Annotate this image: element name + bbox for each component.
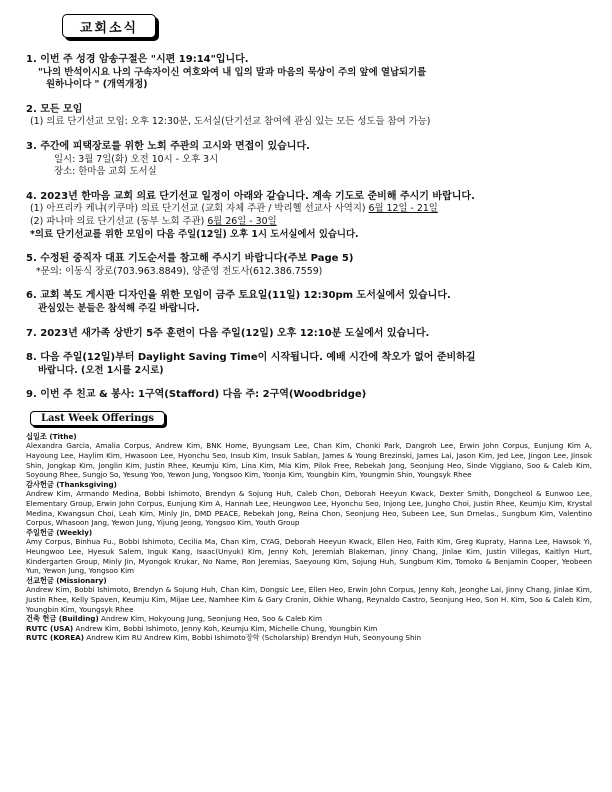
notice-item-5 bbox=[26, 253, 592, 278]
notice-item-7 bbox=[26, 328, 592, 341]
notice-line: 일시: 3월 7일(화) 오전 10시 - 오후 3시 bbox=[54, 153, 219, 165]
offering-category: 주일헌금 (Weekly) bbox=[26, 527, 93, 537]
offering-group-rutc-usa bbox=[26, 624, 592, 634]
notice-date-underlined: 6월 26일 - 30일 bbox=[207, 215, 277, 227]
notice-heading: 4. 2023년 한마음 교회 의료 단기선교 일정이 아래와 같습니다. 계속 기도로 준비해 주시기 바랍니다. bbox=[26, 190, 475, 202]
notice-heading: 3. 주간에 피택장로를 위한 노회 주관의 고시와 면접이 있습니다. bbox=[26, 140, 310, 152]
notice-line: 장소: 한마음 교회 도서실 bbox=[54, 166, 157, 178]
offering-group-rutc-korea bbox=[26, 633, 592, 643]
offerings-title bbox=[30, 411, 165, 426]
offering-names: Andrew Kim, Bobbi Ishimoto, Brendyn & Sojung Huh, Chan Kim, Dongsic Lee, Ellen Heo, Erwin John Corpus, Jenny Koh, Jeonghe Lai, Jinny Chang, Jinlae Kim, Justin Rhee, Kelly Spaven, Keumju Kim, Mijae Lee, Namhee Kim & Gary Cronin, Okhie Whang, Reynaldo Castro, Seonjung Heo, Son H. Kim, Soo & Caleb Kim, Youngbin Kim, Youngsyk Rhee bbox=[26, 585, 592, 614]
offering-category: RUTC (KOREA) bbox=[26, 633, 84, 643]
offering-category: 선교헌금 (Missionary) bbox=[26, 575, 107, 585]
notice-line: 원하나이다 " (개역개정) bbox=[46, 79, 148, 91]
offering-group-tithe bbox=[26, 432, 592, 480]
notice-line bbox=[26, 216, 592, 229]
bulletin-page bbox=[26, 14, 592, 643]
offering-group-building bbox=[26, 614, 592, 624]
notice-heading: 9. 이번 주 친교 & 봉사: 1구역(Stafford) 다음 주: 2구역(Woodbridge) bbox=[26, 389, 367, 401]
notice-date-underlined: 6월 12일 - 21일 bbox=[368, 203, 438, 215]
page-title-text: 교회소식 bbox=[79, 20, 139, 36]
notice-line: 바랍니다. (오전 1시를 2시로) bbox=[38, 364, 164, 376]
notice-line: "나의 반석이시요 나의 구속자이신 여호와여 내 입의 말과 마음의 묵상이 주의 앞에 열납되기를 bbox=[38, 66, 427, 78]
notice-line: *의료 단기선교를 위한 모임이 다음 주일(12일) 오후 1시 도서실에서 있습니다. bbox=[30, 228, 359, 240]
notice-heading: 6. 교회 복도 게시판 디자인을 위한 모임이 금주 토요일(11일) 12:30pm 도서실에서 있습니다. bbox=[26, 290, 451, 302]
notice-line: (1) 의료 단기선교 모임: 오후 12:30분, 도서실(단기선교 참여에 관심 있는 모든 성도들 참여 가능) bbox=[30, 116, 431, 128]
notice-item-9 bbox=[26, 389, 592, 402]
offering-category: RUTC (USA) bbox=[26, 623, 74, 633]
offering-category: 십일조 (Tithe) bbox=[26, 431, 77, 441]
notice-line bbox=[26, 203, 592, 216]
notice-item-4 bbox=[26, 191, 592, 241]
offering-group-missionary bbox=[26, 576, 592, 614]
notice-item-8 bbox=[26, 352, 592, 377]
page-title bbox=[62, 14, 156, 38]
offering-names: Andrew Kim, Armando Medina, Bobbi Ishimoto, Brendyn & Sojung Huh, Caleb Chon, Deborah Heeyun Kwack, Dexter Smith, Dongcheol & Eunwoo Lee, Elementary Group, Erwin John Corpus, Eunjung Kim A, Hannah Lee, Heungwoo Lee, Hyonchu Seo, Injong Lee, Jungho Choi, Justin Rhee, Keumju Kim, Krystal Medina, Kwangsun Choi, Leah Kim, Minly Jin, DMD PEACE, Rebekah Jong, Reina Chon, Seonjung Heo, Subeen Lee, Sun Drnelas., Sungbum Kim, Valentino Corpus, Whasoon Jang, Yewon Jung, Yijung Jeong, Yongsoo Kim, Youth Group bbox=[26, 489, 592, 528]
notice-heading: 8. 다음 주일(12일)부터 Daylight Saving Time이 시작됩니다. 예배 시간에 착오가 없어 준비하길 bbox=[26, 352, 476, 364]
notice-item-2 bbox=[26, 104, 592, 129]
notice-list bbox=[26, 54, 592, 402]
offering-category: 감사헌금 (Thanksgiving) bbox=[26, 479, 117, 489]
notice-text: (1) 아프리카 케냐(키쿠마) 의료 단기선교 (교회 자체 주관 / 박리헬 선교사 사역지) bbox=[30, 203, 369, 215]
notice-line: *문의: 이동식 장로(703.963.8849), 양준영 전도사(612.386.7559) bbox=[36, 265, 323, 277]
offering-names: Andrew Kim, Hokyoung Jung, Seonjung Heo, Soo & Caleb Kim bbox=[101, 614, 323, 624]
offering-names: Amy Corpus, Binhua Fu., Bobbi Ishimoto, Cecilia Ma, Chan Kim, CYAG, Deborah Heeyun Kwack, Ellen Heo, Faith Kim, Greg Kupraty, Hanna Lee, Hawsok Yi, Heungwoo Lee, Hyesuk Salem, Inguk Kang, Isaac(Unyuk) Kim, Jenny Koh, Jeremiah Blakeman, Jinny Chang, Jinlae Kim, Justin Villegas, Kaitlyn Hurt, Kindergarten Group, Minly Jin, Myongok Krukar, No Name, Ron Jeremias, Saeyoung Kim, Sojung Huh, Sungbum Kim, Tomoko & Benjamin Cooper, Yeobeen Yun, Yewon Jung, Yongsoo Kim bbox=[26, 537, 592, 576]
notice-item-3 bbox=[26, 141, 592, 179]
notice-heading: 7. 2023년 새가족 상반기 5주 훈련이 다음 주일(12일) 오후 12:10분 도실에서 있습니다. bbox=[26, 327, 430, 339]
notice-heading: 5. 수정된 중직자 대표 기도순서를 참고해 주시기 바랍니다(주보 Page 5) bbox=[26, 253, 354, 265]
offering-names: Andrew Kim, Bobbi Ishimoto, Jenny Koh, Keumju Kim, Michelle Chung, Youngbin Kim bbox=[75, 623, 378, 633]
notice-item-6 bbox=[26, 290, 592, 315]
notice-line: 관심있는 분들은 참석해 주길 바랍니다. bbox=[38, 302, 200, 314]
offering-names: Andrew Kim RU Andrew Kim, Bobbi Ishimoto장학 (Scholarship) Brendyn Huh, Seonyoung Shin bbox=[86, 633, 422, 643]
notice-item-1 bbox=[26, 54, 592, 92]
offering-group-weekly bbox=[26, 528, 592, 576]
notice-text: (2) 파나마 의료 단기선교 (동부 노회 주관) bbox=[30, 215, 208, 227]
notice-heading: 2. 모든 모임 bbox=[26, 103, 83, 115]
offering-category: 건축 헌금 (Building) bbox=[26, 614, 99, 624]
offerings-title-text: Last Week Offerings bbox=[41, 412, 155, 424]
offerings-list bbox=[26, 432, 592, 643]
notice-heading: 1. 이번 주 성경 암송구절은 "시편 19:14"입니다. bbox=[26, 54, 249, 65]
offering-names: Alexandra Garcia, Amalia Corpus, Andrew Kim, BNK Home, Byungsam Lee, Chan Kim, Chonki Park, Dangroh Lee, Erwin John Corpus, Eunjung Kim A, Hayoung Lee, Haylim Kim, Hwasoon Lee, Hyonchu Seo, Insub Kim, Insuk Sablan, James & Young Brezinski, James Lai, Jason Kim, Jed Lee, Jingon Lee, Jinsok Shin, Jongkap Kim, Jonglin Kim, Justin Rhee, Keumju Kim, Lina Kim, Mia Kim, Pilok Free, Rebekah Jong, Seonjung Heo, Sinde Viggiano, Soo & Caleb Kim, Soyoung Rhee, Sungjo So, Yesung Yoo, Yewon Jung, Yongsoo Kim, Yoonja Kim, Youngbin Kim, Youngmin Shin, Youngsyk Rhee bbox=[26, 441, 592, 480]
offering-group-thanksgiving bbox=[26, 480, 592, 528]
